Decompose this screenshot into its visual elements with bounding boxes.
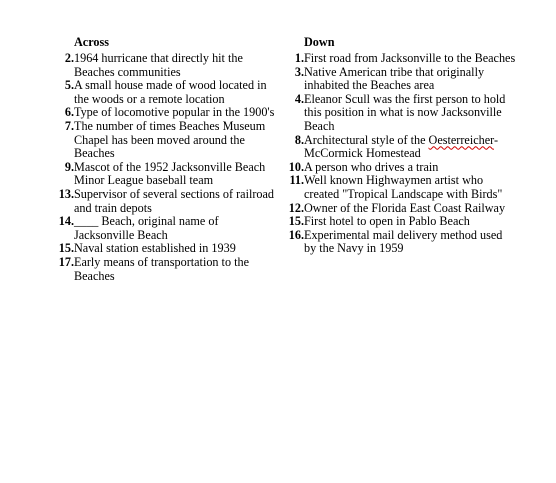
spellcheck-flagged-word: Oesterreicher	[428, 132, 494, 147]
down-clue-16	[276, 229, 516, 256]
down-clue-list	[276, 52, 516, 256]
clue-number: 6.	[64, 105, 74, 120]
clue-text: First road from Jacksonville to the Beaches	[304, 51, 516, 65]
clue-number: 10.	[288, 159, 304, 174]
clue-text: The number of times Beaches Museum Chapel has been moved around the Beaches	[74, 118, 266, 161]
down-clue-12	[276, 202, 516, 216]
across-heading: Across	[74, 35, 109, 49]
clue-text: Owner of the Florida East Coast Railway	[304, 200, 506, 215]
clue-text: A small house made of wood located in the woods or a remote location	[74, 78, 267, 106]
across-column	[46, 36, 278, 283]
down-clue-1	[276, 52, 516, 66]
across-clue-list	[46, 52, 278, 283]
across-clue-17	[46, 256, 278, 283]
clue-text: Experimental mail delivery method used by the Navy in 1959	[304, 227, 503, 256]
clue-number: 15.	[58, 241, 74, 256]
down-clue-15	[276, 215, 516, 229]
clue-number: 9.	[64, 159, 74, 174]
clue-text: Naval station established in 1939	[74, 241, 236, 256]
clue-text: Early means of transportation to the Beaches	[74, 254, 249, 283]
across-clue-5	[46, 79, 278, 106]
clue-number: 17.	[58, 254, 74, 269]
across-clue-14	[46, 215, 278, 242]
clue-number: 3.	[294, 64, 304, 79]
clue-text	[304, 134, 516, 161]
across-clue-13	[46, 188, 278, 215]
clue-number: 5.	[64, 78, 74, 93]
clue-text: A person who drives a train	[304, 159, 439, 174]
clue-number: 16.	[288, 227, 304, 242]
down-heading: Down	[304, 35, 335, 49]
across-clue-7	[46, 120, 278, 161]
clue-text: Eleanor Scull was the first person to hold this position in what is now Jacksonville Beach	[304, 91, 506, 133]
clue-number: 7.	[64, 118, 74, 133]
clue-number: 11.	[289, 173, 304, 188]
clue-text: ____ Beach, original name of Jacksonville Beach	[74, 214, 219, 242]
clue-number: 1.	[294, 51, 304, 65]
clue-text: 1964 hurricane that directly hit the Beaches communities	[74, 51, 243, 79]
down-clue-4	[276, 93, 516, 134]
clue-text-part: Architectural style of the	[304, 132, 429, 147]
down-clue-10	[276, 161, 516, 175]
clue-text: Type of locomotive popular in the 1900's	[74, 105, 275, 120]
down-clue-8	[276, 134, 516, 161]
down-clue-3	[276, 66, 516, 93]
across-clue-9	[46, 161, 278, 188]
clue-number: 12.	[288, 200, 304, 215]
clue-text: First hotel to open in Pablo Beach	[304, 214, 470, 229]
clue-number: 4.	[294, 91, 304, 106]
across-clue-15	[46, 242, 278, 256]
across-clue-2	[46, 52, 278, 79]
down-column	[276, 36, 516, 256]
across-clue-6	[46, 106, 278, 120]
clue-number: 13.	[58, 186, 74, 201]
clue-text-part: -McCormick Homestead	[304, 132, 498, 161]
clue-number: 8.	[294, 132, 304, 147]
clue-text: Well known Highwaymen artist who created "Tropical Landscape with Birds"	[304, 173, 503, 201]
clue-text: Native American tribe that originally inhabited the Beaches area	[304, 64, 485, 93]
clue-number: 15.	[288, 214, 304, 229]
clue-text: Mascot of the 1952 Jacksonville Beach Minor League baseball team	[74, 159, 266, 188]
clue-text: Supervisor of several sections of railroad and train depots	[74, 186, 275, 215]
down-clue-11	[276, 174, 516, 201]
clue-number: 2.	[64, 51, 74, 65]
clue-number: 14.	[58, 214, 74, 229]
